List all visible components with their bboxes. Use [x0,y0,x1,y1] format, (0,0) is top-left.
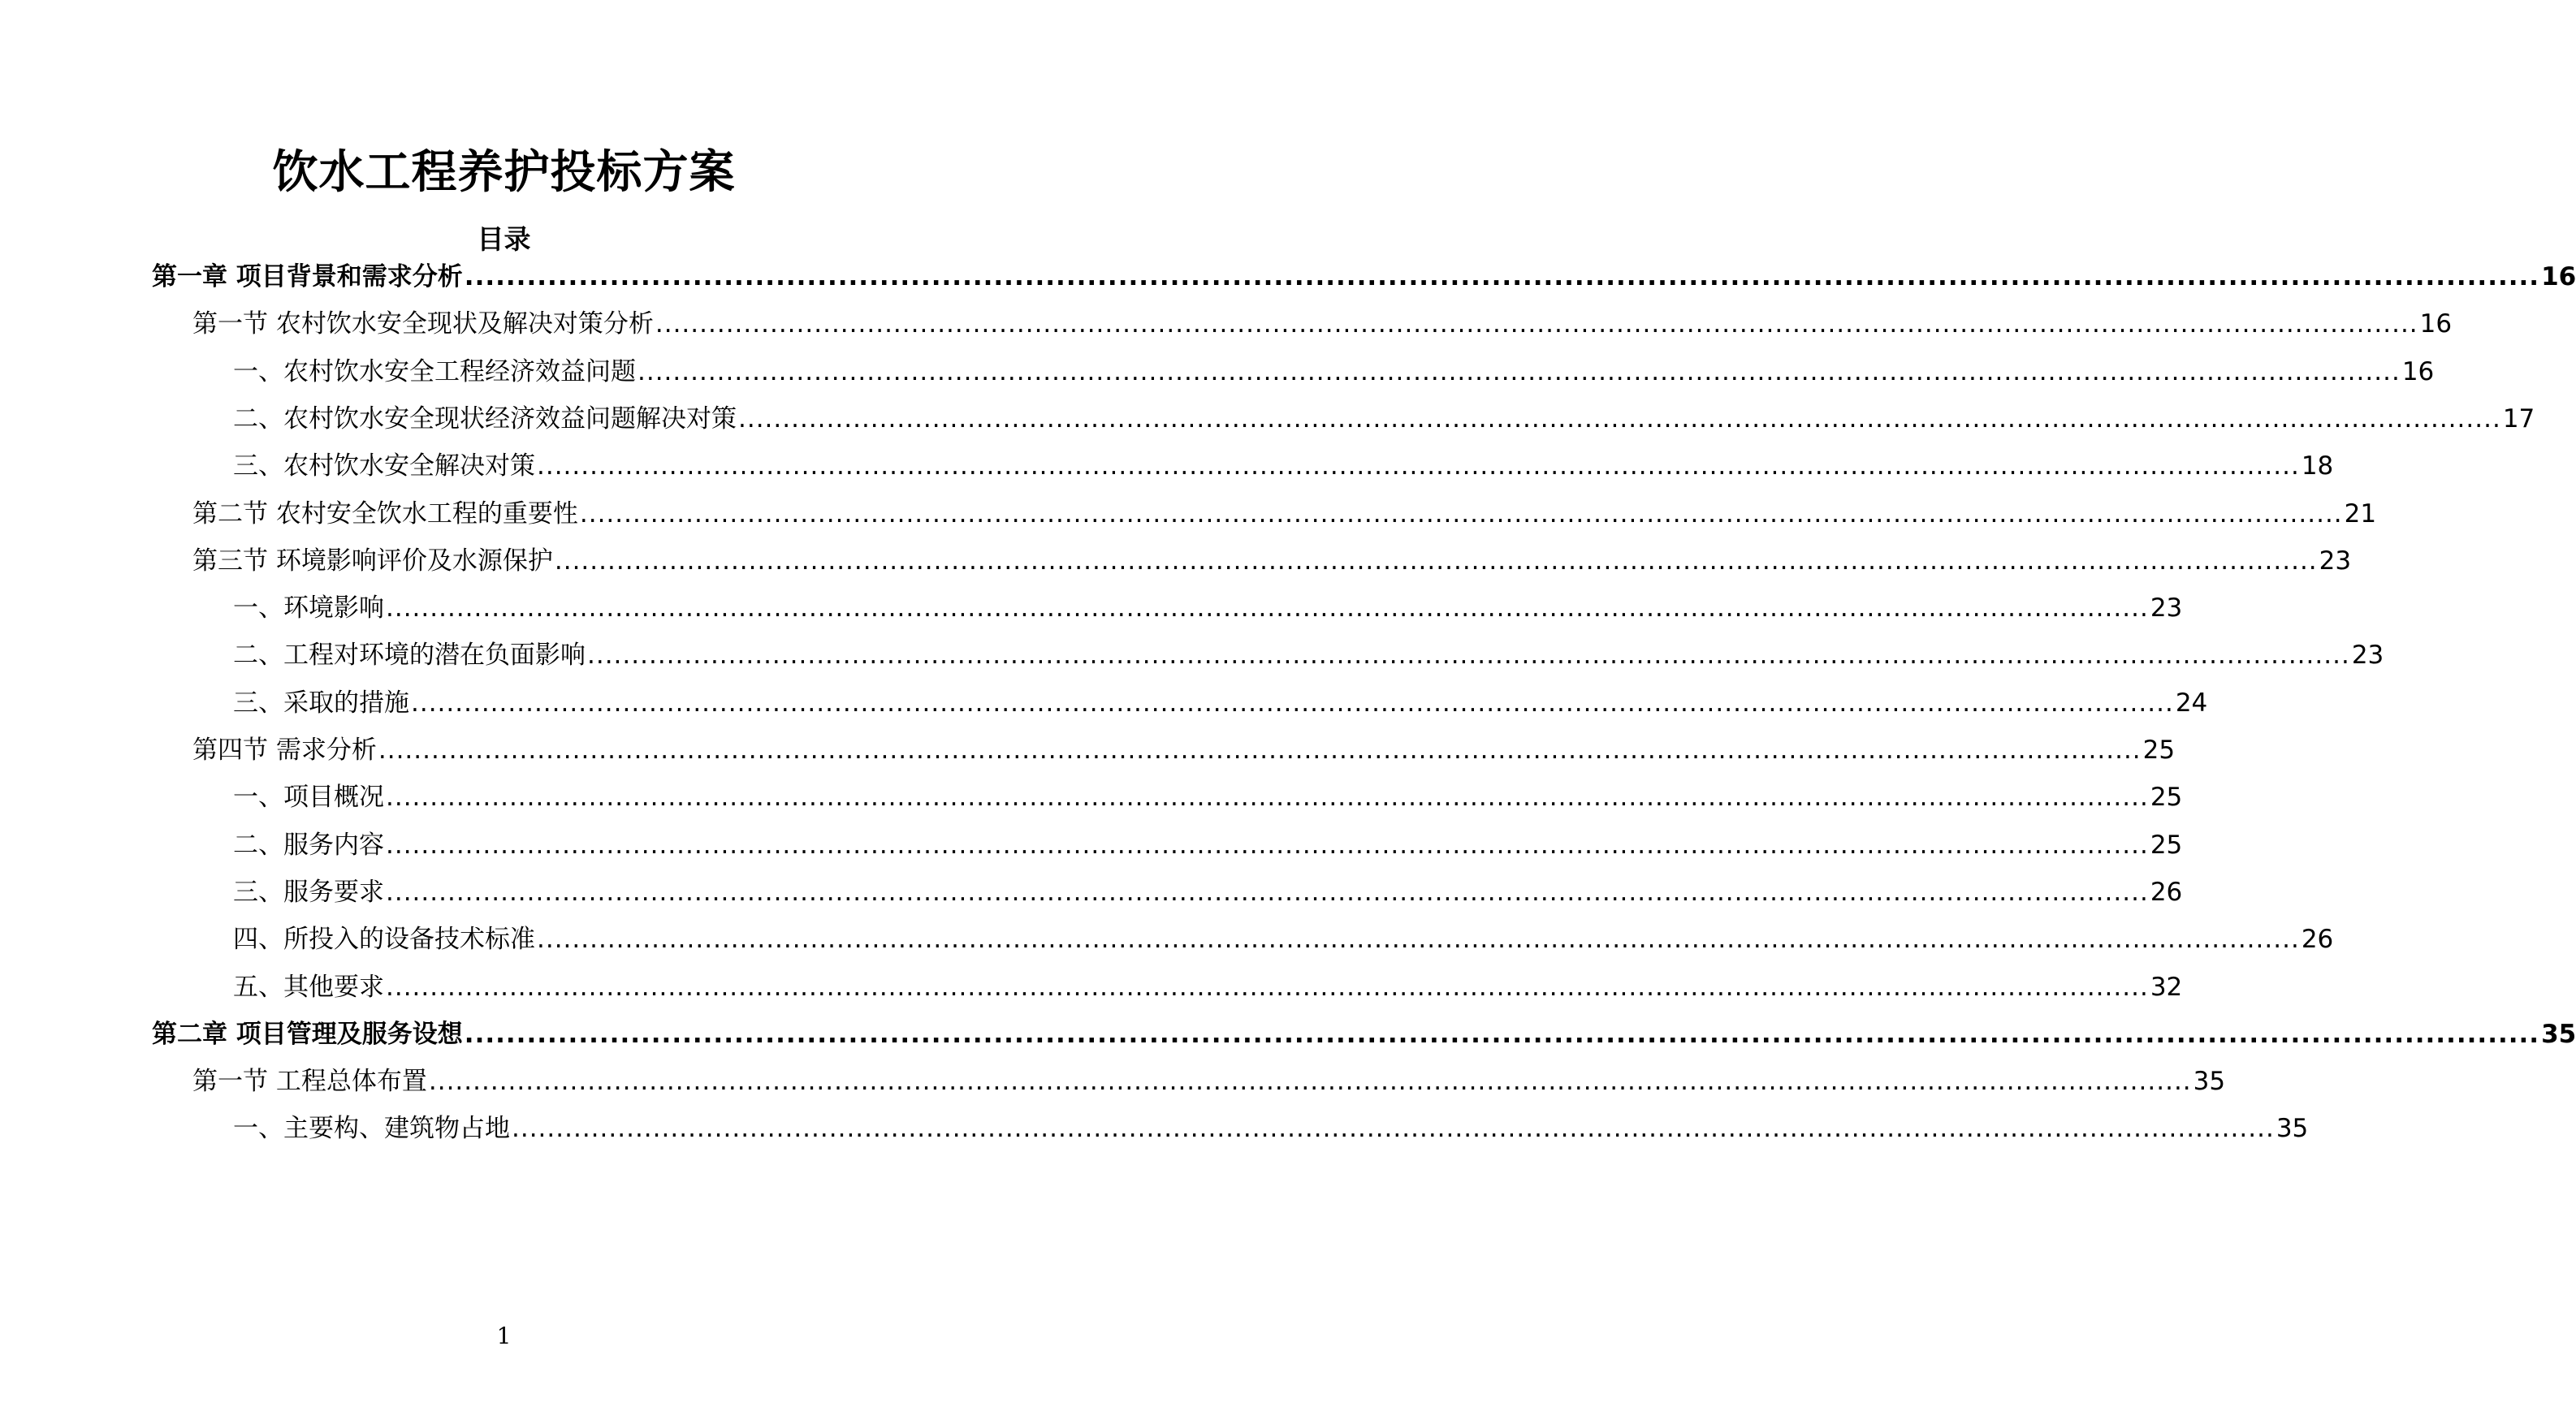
toc-dot-leader: ........................................................................................................................................................................................................ [378,736,2142,765]
toc-entry-page: 16 [2419,309,2453,339]
toc-dot-leader: ........................................................................................................................................................................................................ [738,403,2501,434]
toc-heading: 目录 [477,223,531,255]
toc-dot-leader: ........................................................................................................................................................................................................ [554,546,2318,576]
toc-entry-page: 23 [2351,641,2384,671]
toc-entry-label: 第三节 环境影响评价及水源保护 [192,546,553,576]
toc-entry-label: 第一章 项目背景和需求分析 [152,262,463,291]
toc-entry[interactable] [0,619,2384,671]
toc-entry-label: 五、其他要求 [233,972,384,1002]
toc-entry-page: 23 [2319,546,2352,576]
toc-dot-leader: ........................................................................................................................................................................................................ [537,925,2300,955]
toc-dot-leader: ........................................................................................................................................................................................................ [579,498,2343,529]
toc-entry-label: 二、服务内容 [233,830,384,860]
toc-dot-leader: ........................................................................................................................................................................................................ [411,688,2174,718]
toc-entry-label: 三、服务要求 [233,877,384,907]
toc-entry[interactable] [0,1092,2309,1145]
toc-dot-leader: ........................................................................................................................................................................................................ [464,262,2540,291]
toc-entry[interactable] [0,856,2183,908]
toc-entry-page: 35 [2541,1019,2576,1049]
toc-entry-page: 24 [2175,688,2208,718]
toc-entry-label: 二、农村饮水安全现状经济效益问题解决对策 [233,403,737,434]
toc-entry[interactable] [0,998,2576,1051]
toc-entry-label: 一、农村饮水安全工程经济效益问题 [233,356,636,386]
toc-entry[interactable] [0,287,2453,340]
toc-entry-page: 16 [2541,262,2576,291]
toc-entry[interactable] [0,477,2377,530]
toc-dot-leader: ........................................................................................................................................................................................................ [386,830,2149,860]
toc-dot-leader: ........................................................................................................................................................................................................ [428,1067,2192,1097]
toc-entry-page: 25 [2150,783,2183,813]
toc-entry-label: 第二章 项目管理及服务设想 [152,1019,463,1049]
toc-entry[interactable] [0,903,2334,956]
toc-entry-label: 三、农村饮水安全解决对策 [233,451,535,481]
toc-entry-label: 三、采取的措施 [233,688,409,718]
toc-entry-label: 二、工程对环境的潜在负面影响 [233,641,586,671]
toc-entry-label: 四、所投入的设备技术标准 [233,925,535,955]
toc-entry-page: 25 [2142,736,2176,765]
toc-entry-label: 第二节 农村安全饮水工程的重要性 [192,498,578,529]
toc-entry[interactable] [0,572,2183,624]
toc-entry-label: 第四节 需求分析 [192,736,377,765]
toc-dot-leader: ........................................................................................................................................................................................................ [386,972,2149,1002]
toc-dot-leader: ........................................................................................................................................................................................................ [386,783,2149,813]
toc-entry-page: 25 [2150,830,2183,860]
toc-dot-leader: ........................................................................................................................................................................................................ [655,309,2418,339]
toc-dot-leader: ........................................................................................................................................................................................................ [537,451,2300,481]
toc-entry-page: 21 [2344,498,2377,529]
toc-dot-leader: ........................................................................................................................................................................................................ [386,593,2149,624]
page-number: 1 [496,1323,512,1349]
toc-entry[interactable] [0,382,2535,435]
toc-entry-label: 一、环境影响 [233,593,384,624]
toc-entry[interactable] [0,429,2334,482]
toc-entry-page: 35 [2193,1067,2226,1097]
toc-entry[interactable] [0,951,2183,1003]
toc-entry[interactable] [0,714,2176,766]
toc-entry[interactable] [0,1045,2226,1098]
toc-entry-page: 35 [2276,1114,2309,1144]
document-title: 饮水工程养护投标方案 [272,146,736,199]
toc-entry-label: 一、主要构、建筑物占地 [233,1114,510,1144]
toc-entry[interactable] [0,809,2183,861]
toc-entry[interactable] [0,335,2435,388]
toc-dot-leader: ........................................................................................................................................................................................................ [587,641,2350,671]
toc-entry-page: 26 [2150,877,2183,907]
toc-entry-page: 16 [2401,356,2435,386]
toc-dot-leader: ........................................................................................................................................................................................................ [512,1114,2275,1144]
toc-entry[interactable] [0,240,2576,293]
toc-entry-page: 18 [2301,451,2334,481]
toc-entry-label: 第一节 工程总体布置 [192,1067,427,1097]
toc-entry-label: 一、项目概况 [233,783,384,813]
toc-entry[interactable] [0,761,2183,813]
toc-entry-page: 23 [2150,593,2183,624]
toc-entry[interactable] [0,524,2352,577]
toc-dot-leader: ........................................................................................................................................................................................................ [386,877,2149,907]
toc-entry[interactable] [0,667,2208,719]
toc-entry-page: 32 [2150,972,2183,1002]
toc-dot-leader: ........................................................................................................................................................................................................ [638,356,2401,386]
toc-dot-leader: ........................................................................................................................................................................................................ [464,1019,2540,1049]
toc-entry-page: 26 [2301,925,2334,955]
toc-entry-label: 第一节 农村饮水安全现状及解决对策分析 [192,309,654,339]
toc-entry-page: 17 [2502,403,2535,434]
